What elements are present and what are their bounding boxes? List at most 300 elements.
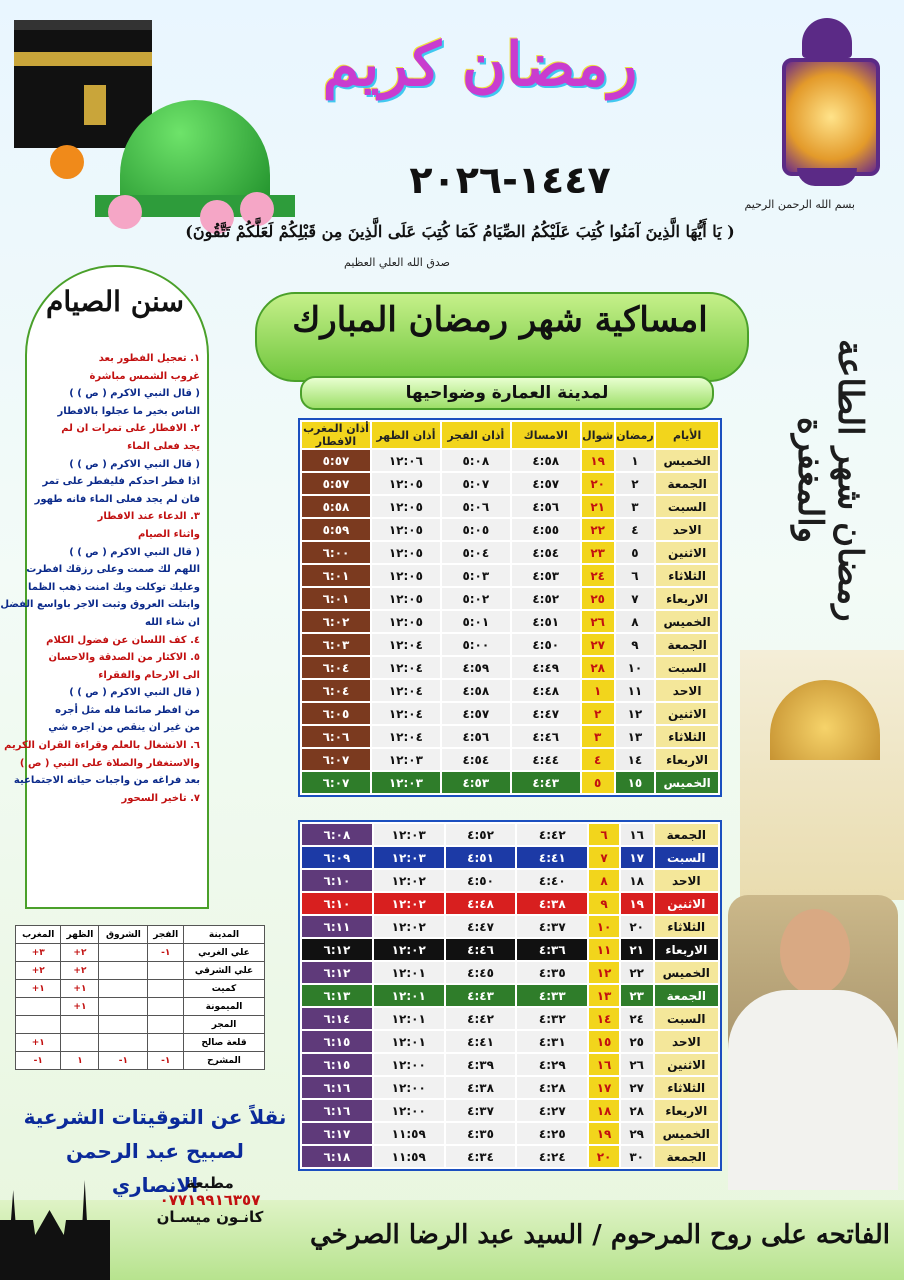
maghrib-cell: ٦:١٢: [302, 939, 372, 960]
hijri-day-cell: ٢٢: [582, 519, 614, 540]
city-row: [16, 944, 265, 962]
hijri-day-cell: ١٠: [589, 916, 619, 937]
printer-name: كانـون ميسـان: [156, 1208, 264, 1226]
day-cell: الثلاثاء: [656, 565, 718, 586]
day-cell: الاحد: [655, 1031, 718, 1052]
table-row: [302, 824, 718, 845]
sadaq-text: صدق الله العلي العظيم: [344, 256, 450, 269]
ramadan-day-cell: ٢٠: [621, 916, 653, 937]
offset-cell: [99, 962, 148, 980]
maghrib-cell: ٦:١١: [302, 916, 372, 937]
dhuhr-cell: ١٢:٠٤: [372, 703, 440, 724]
schedule-table-top: [298, 418, 722, 797]
sunan-line: ( قال النبي الاكرم ( ص ) ): [69, 458, 200, 470]
offset-cell: [99, 998, 148, 1016]
table-row: [302, 1054, 718, 1075]
sunan-line: ٧. تاخير السحور: [121, 792, 200, 804]
sunrise-header: الشروق: [99, 926, 148, 944]
fajr-cell: ٤:٣٤: [446, 1146, 516, 1167]
dhuhr-cell: ١٢:٠٣: [372, 772, 440, 793]
sunan-line: من غير ان ينقص من اجره شي: [48, 722, 200, 734]
offset-cell: [99, 1034, 148, 1052]
hijri-day-cell: ٢٥: [582, 588, 614, 609]
sunan-line: الى الارحام والفقراء: [98, 669, 200, 681]
fajr-cell: ٤:٤٣: [446, 985, 516, 1006]
dhuhr-cell: ١٢:٠٢: [374, 870, 444, 891]
basmala: بسم الله الرحمن الرحيم: [744, 198, 855, 211]
imsak-cell: ٤:٤٩: [512, 657, 580, 678]
sunan-line: ١. تعجيل الفطور بعد: [98, 353, 200, 364]
ramadan-day-cell: ٢١: [621, 939, 653, 960]
sunan-line: بعد فراغه من واجبات حياته الاجتماعية: [13, 775, 200, 787]
ramadan-day-cell: ٢٨: [621, 1100, 653, 1121]
table-row: [302, 893, 718, 914]
dhuhr-cell: ١٢:٠١: [374, 985, 444, 1006]
dhuhr-cell: ١٢:٠١: [374, 1031, 444, 1052]
maghrib-cell: ٦:٠١: [302, 565, 370, 586]
day-cell: الاربعاء: [656, 749, 718, 770]
maghrib-cell: ٦:١٥: [302, 1054, 372, 1075]
city-row: [16, 962, 265, 980]
city-name-cell: المجر: [184, 1016, 265, 1034]
dhuhr-cell: ١٢:٠٥: [372, 542, 440, 563]
hijri-day-cell: ٦: [589, 824, 619, 845]
maghrib-cell: ٦:١٠: [302, 893, 372, 914]
table-row: [302, 1100, 718, 1121]
day-cell: الجمعة: [655, 824, 718, 845]
hijri-day-cell: ١٢: [589, 962, 619, 983]
table-row: [302, 703, 718, 724]
offset-cell: [99, 980, 148, 998]
maghrib-cell: ٦:١٦: [302, 1077, 372, 1098]
ramadan-day-cell: ٧: [616, 588, 655, 609]
dhuhr-cell: ١٢:٠٥: [372, 473, 440, 494]
ramadan-day-cell: ١٦: [621, 824, 653, 845]
sunan-line: واثناء الصيام: [137, 528, 200, 540]
day-cell: السبت: [656, 657, 718, 678]
hijri-day-cell: ١٣: [589, 985, 619, 1006]
imsak-cell: ٤:٥٣: [512, 565, 580, 586]
maghrib-cell: ٦:١٧: [302, 1123, 372, 1144]
fajr-cell: ٤:٣٩: [446, 1054, 516, 1075]
maghrib-cell: ٦:١٤: [302, 1008, 372, 1029]
imsak-cell: ٤:٤٨: [512, 680, 580, 701]
table-row: [302, 450, 718, 471]
ramadan-day-cell: ١٨: [621, 870, 653, 891]
table-row: [302, 726, 718, 747]
city-subtitle: لمدينة العمارة وضواحيها: [300, 376, 714, 410]
table-row: [302, 962, 718, 983]
ramadan-day-cell: ١١: [616, 680, 655, 701]
day-cell: الاربعاء: [655, 939, 718, 960]
day-cell: الاحد: [655, 870, 718, 891]
offset-cell: ١+: [61, 980, 99, 998]
fajr-cell: ٤:٥١: [446, 847, 516, 868]
maghrib-cell: ٦:١٢: [302, 962, 372, 983]
offset-cell: ١-: [148, 1052, 184, 1070]
fajr-cell: ٤:٤٨: [446, 893, 516, 914]
dhuhr-cell: ١٢:٠٣: [372, 749, 440, 770]
imsak-cell: ٤:٤١: [517, 847, 587, 868]
fajr-cell: ٤:٤٧: [446, 916, 516, 937]
city-name-cell: الميمونة: [184, 998, 265, 1016]
maghrib-cell: ٦:٠٢: [302, 611, 370, 632]
sunan-line: الناس بخير ما عجلوا بالافطار: [57, 405, 200, 417]
day-cell: السبت: [655, 1008, 718, 1029]
table-row: [302, 985, 718, 1006]
offset-cell: ١: [61, 1052, 99, 1070]
sunan-line: ( قال النبي الاكرم ( ص ) ): [69, 546, 200, 558]
dhuhr-cell: ١٢:٠٦: [372, 450, 440, 471]
fajr-cell: ٤:٤٥: [446, 962, 516, 983]
table-row: [302, 611, 718, 632]
hijri-day-cell: ٤: [582, 749, 614, 770]
table-row: [302, 588, 718, 609]
hijri-day-cell: ٢٤: [582, 565, 614, 586]
offset-cell: [16, 1016, 61, 1034]
dhuhr-cell: ١٢:٠٠: [374, 1054, 444, 1075]
hijri-day-cell: ٢١: [582, 496, 614, 517]
dhuhr-cell: ١٢:٠٢: [374, 939, 444, 960]
fajr-cell: ٤:٥٣: [442, 772, 510, 793]
fajr-cell: ٥:٠١: [442, 611, 510, 632]
dhuhr-cell: ١٢:٠١: [374, 962, 444, 983]
maghrib-cell: ٦:٠٩: [302, 847, 372, 868]
day-cell: الاحد: [656, 519, 718, 540]
ramadan-day-cell: ١٥: [616, 772, 655, 793]
offset-cell: ١-: [16, 1052, 61, 1070]
fajr-cell: ٤:٥٤: [442, 749, 510, 770]
dhuhr-header: الظهر: [61, 926, 99, 944]
sunan-line: ٤. كف اللسان عن فضول الكلام: [46, 634, 200, 646]
printer-label: مطبعة: [186, 1174, 234, 1192]
dhuhr-cell: ١٢:٠٤: [372, 657, 440, 678]
hijri-day-cell: ٧: [589, 847, 619, 868]
dhuhr-cell: ١٢:٠٥: [372, 496, 440, 517]
sunan-list: [0, 350, 200, 807]
table-row: [302, 1008, 718, 1029]
imsak-cell: ٤:٣٥: [517, 962, 587, 983]
day-cell: السبت: [655, 847, 718, 868]
offset-cell: ٣+: [16, 944, 61, 962]
table-row: [302, 634, 718, 655]
table-row: [302, 939, 718, 960]
city-name-cell: قلعة صالح: [184, 1034, 265, 1052]
day-cell: الثلاثاء: [655, 916, 718, 937]
table-row: [302, 749, 718, 770]
credit-line-2: لصبيح عبد الرحمن الانصاري: [66, 1139, 244, 1197]
ramadan-day-cell: ٢: [616, 473, 655, 494]
imsak-cell: ٤:٣٦: [517, 939, 587, 960]
dhuhr-cell: ١٢:٠٢: [374, 893, 444, 914]
imsak-cell: ٤:٣٣: [517, 985, 587, 1006]
city-name-cell: علي الشرقي: [184, 962, 265, 980]
table-row: [302, 1123, 718, 1144]
fajr-cell: ٤:٣٨: [446, 1077, 516, 1098]
city-name-cell: المشرح: [184, 1052, 265, 1070]
sunan-line: اللهم لك صمت وعلى رزقك افطرت: [26, 564, 200, 576]
offset-cell: ١-: [99, 1052, 148, 1070]
maghrib-cell: ٥:٥٩: [302, 519, 370, 540]
dhuhr-cell: ١٢:٠٠: [374, 1077, 444, 1098]
imsak-cell: ٤:٢٤: [517, 1146, 587, 1167]
city-header: المدينة: [184, 926, 265, 944]
hijri-day-cell: ٢: [582, 703, 614, 724]
offset-cell: [148, 1034, 184, 1052]
lantern-illustration: [772, 18, 882, 188]
table-row: [302, 1146, 718, 1167]
day-cell: الجمعة: [655, 1146, 718, 1167]
page-title: امساكية شهر رمضان المبارك: [292, 300, 708, 340]
ramadan-day-cell: ٢٣: [621, 985, 653, 1006]
hijri-day-cell: ١٧: [589, 1077, 619, 1098]
ramadan-day-cell: ١٧: [621, 847, 653, 868]
fajr-cell: ٤:٥٦: [442, 726, 510, 747]
maghrib-cell: ٦:٠٧: [302, 772, 370, 793]
fajr-cell: ٥:٠٤: [442, 542, 510, 563]
header-maghrib: أذان المغرب الافطار: [303, 422, 369, 448]
table-row: [302, 847, 718, 868]
kaaba-illustration: [14, 20, 152, 148]
imsak-cell: ٤:٢٨: [517, 1077, 587, 1098]
offset-cell: ١+: [16, 1034, 61, 1052]
offset-cell: [16, 998, 61, 1016]
fajr-cell: ٤:٥٩: [442, 657, 510, 678]
imsak-cell: ٤:٢٩: [517, 1054, 587, 1075]
ramadan-day-cell: ٢٢: [621, 962, 653, 983]
imsak-cell: ٤:٤٢: [517, 824, 587, 845]
imsak-cell: ٤:٥٤: [512, 542, 580, 563]
sunan-line: وعليك توكلت وبك امنت ذهب الظما: [27, 581, 200, 593]
table-row: [302, 916, 718, 937]
day-cell: الاثنين: [655, 1054, 718, 1075]
fajr-cell: ٤:٤٢: [446, 1008, 516, 1029]
fajr-cell: ٤:٥٠: [446, 870, 516, 891]
maghrib-cell: ٦:٠١: [302, 588, 370, 609]
maghrib-cell: ٦:١٣: [302, 985, 372, 1006]
header-fajr: أذان الفجر: [442, 422, 510, 448]
fajr-cell: ٥:٠٧: [442, 473, 510, 494]
sunan-line: اذا فطر احدكم فليفطر على تمر: [42, 476, 200, 488]
offset-cell: [61, 1034, 99, 1052]
header-imsak: الامساك: [512, 422, 580, 448]
day-cell: الثلاثاء: [656, 726, 718, 747]
fajr-cell: ٥:٠٣: [442, 565, 510, 586]
imsak-cell: ٤:٥٦: [512, 496, 580, 517]
dhuhr-cell: ١٢:٠٣: [374, 824, 444, 845]
fajr-cell: ٤:٥٧: [442, 703, 510, 724]
city-row: [16, 1052, 265, 1070]
day-cell: الاثنين: [656, 542, 718, 563]
maghrib-cell: ٦:١٥: [302, 1031, 372, 1052]
maghrib-cell: ٥:٥٨: [302, 496, 370, 517]
quran-verse: ( يَا أَيُّهَا الَّذِينَ آمَنُوا كُتِبَ عَلَيْكُمُ الصِّيَامُ كَمَا كُتِبَ عَلَى الَّذِينَ مِن قَبْلِكُمْ لَعَلَّكُمْ تَتَّقُونَ): [185, 222, 735, 241]
offset-cell: [148, 962, 184, 980]
offset-cell: [99, 944, 148, 962]
hijri-day-cell: ٢٨: [582, 657, 614, 678]
hijri-day-cell: ٨: [589, 870, 619, 891]
city-name-cell: علي الغربي: [184, 944, 265, 962]
dhuhr-cell: ١٢:٠٠: [374, 1100, 444, 1121]
printer-info: [110, 1175, 310, 1226]
maghrib-cell: ٦:٠٤: [302, 680, 370, 701]
city-row: [16, 998, 265, 1016]
offset-cell: [61, 1016, 99, 1034]
sunan-line: ٥. الاكثار من الصدقة والاحسان: [48, 652, 200, 664]
imsak-cell: ٤:٥٥: [512, 519, 580, 540]
sunan-line: ( قال النبي الاكرم ( ص ) ): [69, 687, 200, 699]
day-cell: السبت: [656, 496, 718, 517]
sunan-line: والاستغفار والصلاة على النبي ( ص ): [19, 757, 200, 769]
sunan-line: ( قال النبي الاكرم ( ص ) ): [69, 388, 200, 400]
ramadan-day-cell: ٩: [616, 634, 655, 655]
imsak-cell: ٤:٥٠: [512, 634, 580, 655]
city-offsets-table: [15, 925, 265, 1070]
offset-cell: [148, 998, 184, 1016]
ramadan-day-cell: ١٣: [616, 726, 655, 747]
dhuhr-cell: ١١:٥٩: [374, 1146, 444, 1167]
fajr-cell: ٤:٥٢: [446, 824, 516, 845]
dhuhr-cell: ١٢:٠٢: [374, 916, 444, 937]
hijri-day-cell: ١: [582, 680, 614, 701]
day-cell: الاحد: [656, 680, 718, 701]
offset-cell: ٢+: [61, 962, 99, 980]
sunan-line: وابتلت العروق وثبت الاجر باواسع الفضل: [0, 599, 200, 611]
ramadan-day-cell: ١: [616, 450, 655, 471]
maghrib-cell: ٦:٠٣: [302, 634, 370, 655]
sunan-line: ٦. الانشغال بالعلم وقراءة القران الكريم: [4, 740, 200, 752]
dhuhr-cell: ١٢:٠٥: [372, 565, 440, 586]
day-cell: الخميس: [656, 772, 718, 793]
ramadan-day-cell: ٢٥: [621, 1031, 653, 1052]
dhuhr-cell: ١٢:٠٤: [372, 726, 440, 747]
printer-phone: ٠٧٧١٩٩١٦٣٥٧: [159, 1191, 261, 1209]
fajr-cell: ٥:٠٥: [442, 519, 510, 540]
flower-icon: [50, 145, 84, 179]
day-cell: الجمعة: [656, 634, 718, 655]
ramadan-kareem-title: رمضان كريم: [322, 30, 638, 100]
hijri-day-cell: ٥: [582, 772, 614, 793]
day-cell: الخميس: [656, 450, 718, 471]
hijri-day-cell: ١٩: [589, 1123, 619, 1144]
sunan-line: من افطر صائما فله مثل أجره: [55, 704, 200, 716]
sunan-line: ٣. الدعاء عند الافطار: [97, 511, 200, 523]
ramadan-day-cell: ٨: [616, 611, 655, 632]
imsak-cell: ٤:٢٥: [517, 1123, 587, 1144]
imsak-cell: ٤:٤٧: [512, 703, 580, 724]
fajr-cell: ٤:٣٧: [446, 1100, 516, 1121]
table-row: [302, 680, 718, 701]
ramadan-day-cell: ٣: [616, 496, 655, 517]
ramadan-day-cell: ٢٤: [621, 1008, 653, 1029]
fajr-cell: ٤:٣٥: [446, 1123, 516, 1144]
year-label: ١٤٤٧-٢٠٢٦: [409, 158, 611, 202]
dhuhr-cell: ١١:٥٩: [374, 1123, 444, 1144]
ramadan-day-cell: ١٩: [621, 893, 653, 914]
hijri-day-cell: ٢٠: [589, 1146, 619, 1167]
dhuhr-cell: ١٢:٠٥: [372, 519, 440, 540]
maghrib-cell: ٦:٠٦: [302, 726, 370, 747]
maghrib-cell: ٦:١٦: [302, 1100, 372, 1121]
day-cell: الخميس: [655, 962, 718, 983]
ramadan-day-cell: ٢٦: [621, 1054, 653, 1075]
city-name-cell: كميت: [184, 980, 265, 998]
dhuhr-cell: ١٢:٠٤: [372, 680, 440, 701]
maghrib-cell: ٦:٠٥: [302, 703, 370, 724]
memorial-portrait: [728, 895, 898, 1185]
side-slogan: رمضان شهر الطاعة والمغفرة: [790, 338, 870, 622]
maghrib-cell: ٥:٥٧: [302, 450, 370, 471]
hijri-day-cell: ١١: [589, 939, 619, 960]
dhuhr-cell: ١٢:٠٥: [372, 588, 440, 609]
fajr-cell: ٤:٤١: [446, 1031, 516, 1052]
hijri-day-cell: ٩: [589, 893, 619, 914]
imsak-cell: ٤:٣١: [517, 1031, 587, 1052]
imsak-cell: ٤:٣٨: [517, 893, 587, 914]
table-row: [302, 657, 718, 678]
imsak-cell: ٤:٣٧: [517, 916, 587, 937]
sunan-line: غروب الشمس مباشرة: [89, 370, 200, 382]
credit-line-1: نقلاً عن التوقيتات الشرعية: [23, 1105, 287, 1129]
imsak-cell: ٤:٥١: [512, 611, 580, 632]
table-row: [302, 519, 718, 540]
city-row: [16, 1034, 265, 1052]
sunan-line: ٢. الافطار على تمرات ان لم: [61, 423, 200, 435]
offset-cell: ١-: [148, 944, 184, 962]
flower-icon: [240, 192, 274, 226]
table-row: [302, 496, 718, 517]
maghrib-cell: ٦:٠٧: [302, 749, 370, 770]
fajr-cell: ٥:٠٠: [442, 634, 510, 655]
hijri-day-cell: ١٥: [589, 1031, 619, 1052]
header-dhuhr: أذان الظهر: [372, 422, 440, 448]
ramadan-day-cell: ٦: [616, 565, 655, 586]
ramadan-day-cell: ٢٩: [621, 1123, 653, 1144]
city-row: [16, 980, 265, 998]
table-row: [302, 565, 718, 586]
day-cell: الاثنين: [656, 703, 718, 724]
imsak-cell: ٤:٤٦: [512, 726, 580, 747]
maghrib-cell: ٦:١٨: [302, 1146, 372, 1167]
maghrib-header: المغرب: [16, 926, 61, 944]
fajr-cell: ٥:٠٨: [442, 450, 510, 471]
header-ramadan: رمضان: [616, 422, 655, 448]
ramadan-day-cell: ١٤: [616, 749, 655, 770]
fajr-header: الفجر: [148, 926, 184, 944]
hijri-day-cell: ١٤: [589, 1008, 619, 1029]
offset-cell: ١+: [16, 980, 61, 998]
ramadan-day-cell: ٥: [616, 542, 655, 563]
offset-cell: ٢+: [16, 962, 61, 980]
hijri-day-cell: ١٨: [589, 1100, 619, 1121]
maghrib-cell: ٦:١٠: [302, 870, 372, 891]
offset-cell: [148, 980, 184, 998]
city-row: [16, 1016, 265, 1034]
table-row: [302, 473, 718, 494]
dhuhr-cell: ١٢:٠٥: [372, 611, 440, 632]
header-hijri: شوال: [582, 422, 614, 448]
imsak-cell: ٤:٤٠: [517, 870, 587, 891]
offset-cell: [99, 1016, 148, 1034]
imsak-cell: ٤:٥٧: [512, 473, 580, 494]
dhuhr-cell: ١٢:٠١: [374, 1008, 444, 1029]
hijri-day-cell: ١٩: [582, 450, 614, 471]
hijri-day-cell: ١٦: [589, 1054, 619, 1075]
table-row: [302, 772, 718, 793]
table-row: [302, 870, 718, 891]
dhuhr-cell: ١٢:٠٤: [372, 634, 440, 655]
day-cell: الاربعاء: [655, 1100, 718, 1121]
